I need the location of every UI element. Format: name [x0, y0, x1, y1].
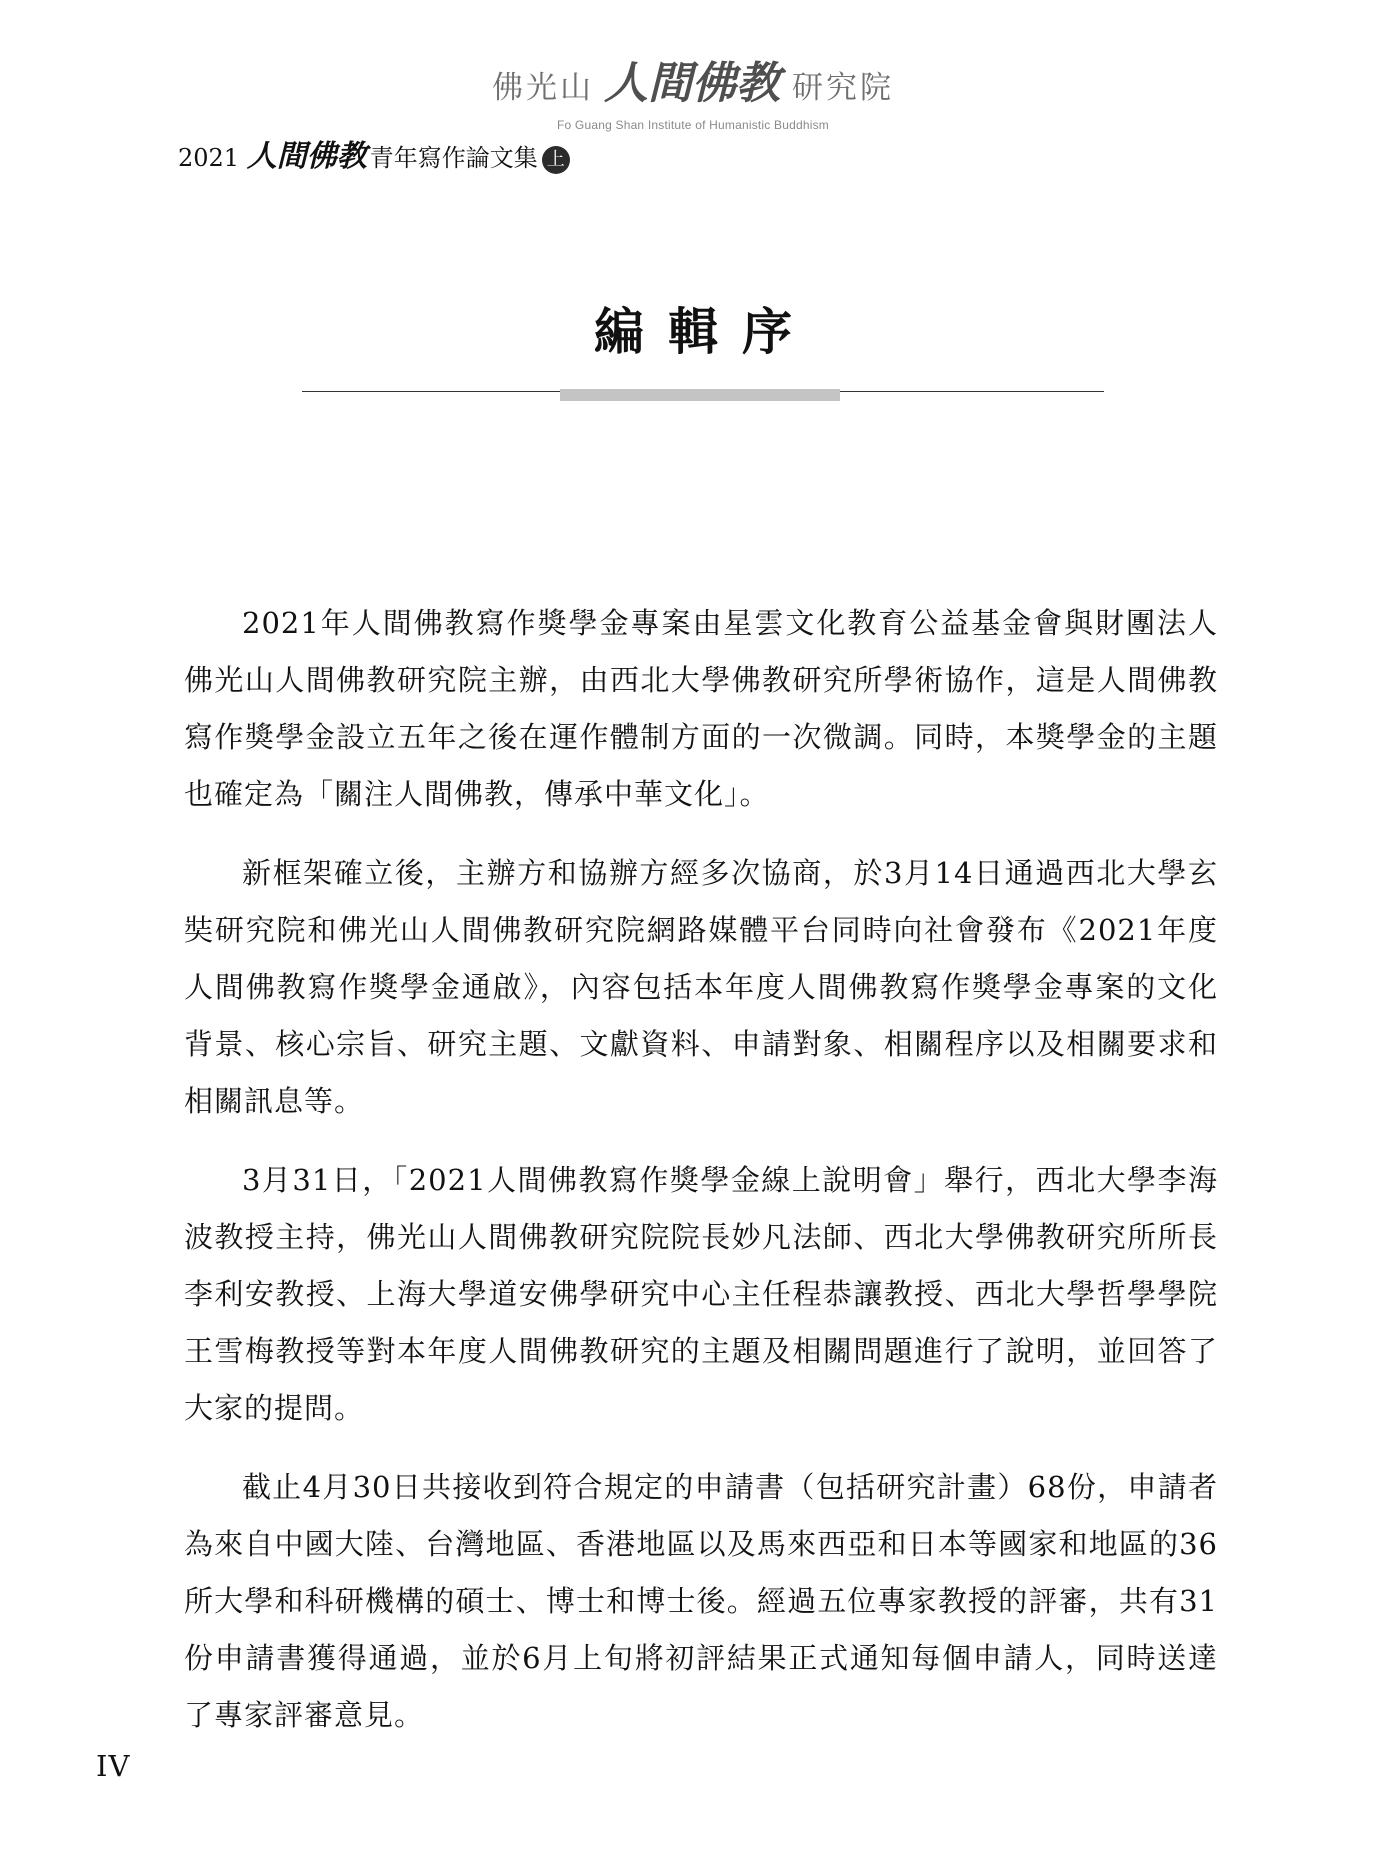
paragraph-4: 截止4月30日共接收到符合規定的申請書（包括研究計畫）68份，申請者為來自中國大陸、台灣地區、香港地區以及馬來西亞和日本等國家和地區的36所大學和科研機構的碩士、博士和博士後。經過五位專家教授的評審，共有31份申請書獲得通過，並於6月上旬將初評結果正式通知每個申請人，同時送達了專家評審意見。 — [184, 1470, 1218, 1732]
institute-name-right: 研究院 — [792, 70, 894, 106]
paragraph-3: 3月31日，「2021人間佛教寫作獎學金線上說明會」舉行，西北大學李海波教授主持，佛光山人間佛教研究院院長妙凡法師、西北大學佛教研究所所長李利安教授、上海大學道安佛學研究中心主任程恭讓教授、西北大學哲學學院王雪梅教授等對本年度人間佛教研究的主題及相關問題進行了說明，並回答了大家的提問。 — [184, 1163, 1218, 1425]
title-divider-accent — [560, 389, 840, 401]
book-title: 青年寫作論文集 — [369, 144, 538, 172]
paragraph-1: 2021年人間佛教寫作獎學金專案由星雲文化教育公益基金會與財團法人佛光山人間佛教研究院主辦，由西北大學佛教研究所學術協作，這是人間佛教寫作獎學金設立五年之後在運作體制方面的一次微調。同時，本獎學金的主題也確定為「關注人間佛教，傳承中華文化」。 — [184, 606, 1218, 811]
volume-badge: 上 — [542, 146, 570, 174]
chapter-title: 編輯序 — [594, 302, 816, 361]
paragraph-2: 新框架確立後，主辦方和協辦方經多次協商，於3月14日通過西北大學玄奘研究院和佛光山人間佛教研究院網路媒體平台同時向社會發布《2021年度人間佛教寫作獎學金通啟》，內容包括本年度人間佛教寫作獎學金專案的文化背景、核心宗旨、研究主題、文獻資料、申請對象、相關程序以及相關要求和相關訊息等。 — [184, 856, 1218, 1118]
book-calligraphy: 人間佛教 — [246, 139, 367, 174]
institute-english-name: Fo Guang Shan Institute of Humanistic Buddhism — [556, 118, 829, 132]
institute-masthead — [0, 58, 1386, 132]
institute-name — [0, 58, 1386, 109]
institute-calligraphy: 人間佛教 — [604, 58, 780, 109]
book-running-header — [178, 140, 570, 175]
page-number: IV — [96, 1749, 131, 1783]
preface-body — [184, 595, 1218, 1766]
book-year: 2021 — [178, 144, 240, 172]
institute-name-left: 佛光山 — [492, 70, 594, 106]
